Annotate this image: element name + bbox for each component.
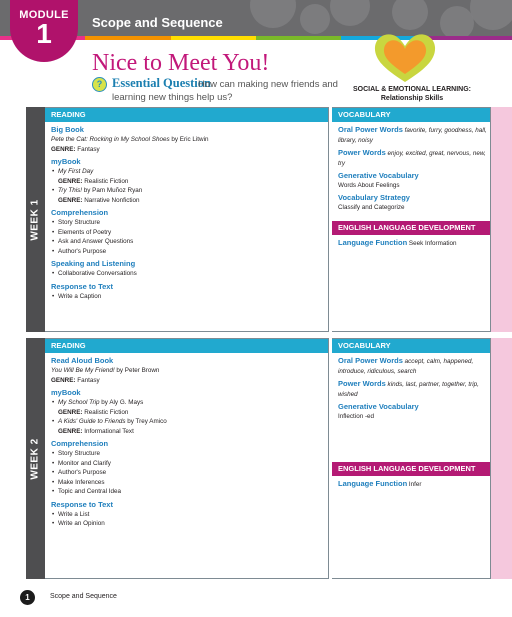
mybook-item-title: My School Trip bbox=[58, 399, 100, 406]
pink-column bbox=[491, 338, 512, 579]
reading-column bbox=[45, 338, 329, 579]
big-book-entry bbox=[51, 135, 328, 145]
genre-value: Fantasy bbox=[77, 376, 100, 384]
read-aloud-entry bbox=[51, 366, 328, 376]
week-tab bbox=[26, 107, 45, 332]
genre-value: Fantasy bbox=[77, 145, 100, 153]
genre-key: GENRE: bbox=[58, 427, 83, 435]
mybook-item bbox=[51, 398, 328, 408]
decorative-bubble bbox=[440, 6, 474, 36]
mybook-title: myBook bbox=[51, 157, 81, 166]
language-function bbox=[332, 476, 490, 488]
generative-vocabulary bbox=[338, 171, 490, 190]
vocab-key: Language Function bbox=[338, 238, 408, 247]
sel-title bbox=[348, 85, 476, 103]
genre-value: Narrative Nonfiction bbox=[84, 196, 140, 204]
list-item: • Write a Caption bbox=[51, 292, 328, 302]
list-item: • Write a List bbox=[51, 510, 328, 520]
page-title: Nice to Meet You! bbox=[92, 50, 270, 76]
oral-power-words bbox=[338, 125, 490, 145]
genre-key: GENRE: bbox=[58, 177, 83, 185]
big-book-title: Big Book bbox=[51, 125, 84, 134]
comprehension-title: Comprehension bbox=[51, 439, 109, 448]
hearts-icon bbox=[372, 28, 438, 84]
big-book-author: by Eric Litwin bbox=[171, 136, 209, 143]
mybook-genre bbox=[51, 177, 328, 187]
essential-question-label: Essential Question bbox=[112, 76, 211, 90]
vocab-key: Generative Vocabulary bbox=[338, 402, 419, 411]
speaking-listening-title: Speaking and Listening bbox=[51, 259, 136, 268]
mybook-item-title: Try This! bbox=[58, 187, 83, 194]
eld-block bbox=[332, 462, 490, 488]
read-aloud-genre bbox=[51, 376, 328, 386]
vocab-key: Language Function bbox=[338, 479, 408, 488]
mybook-item: • My First Day bbox=[51, 167, 328, 177]
list-item: • Topic and Central Idea bbox=[51, 487, 328, 497]
read-aloud-book-title: Read Aloud Book bbox=[51, 356, 114, 365]
sel-title-line2: Relationship Skills bbox=[380, 95, 444, 102]
vocab-value: Inflection -ed bbox=[338, 412, 375, 420]
read-aloud-author: by Peter Brown bbox=[116, 367, 160, 374]
vocab-key: Vocabulary Strategy bbox=[338, 193, 410, 202]
vocabulary-column bbox=[332, 338, 491, 579]
page-number: 1 bbox=[20, 590, 35, 605]
vocab-words: favorite, furry, goodness, hall, library, noisy bbox=[338, 127, 487, 144]
mybook-genre bbox=[51, 427, 328, 437]
vocab-words: accept, calm, happened, introduce, ridiculous, search bbox=[338, 358, 474, 375]
genre-key: GENRE: bbox=[51, 376, 76, 384]
reading-column bbox=[45, 107, 329, 332]
mybook-title: myBook bbox=[51, 388, 81, 397]
decorative-bubble bbox=[330, 0, 370, 26]
big-book-text: Pete the Cat: Rocking in My School Shoes bbox=[51, 136, 170, 143]
week-1-block bbox=[26, 107, 512, 332]
list-item: • Story Structure bbox=[51, 218, 328, 228]
list-item: • Write an Opinion bbox=[51, 519, 328, 529]
sel-title-line1: SOCIAL & EMOTIONAL LEARNING: bbox=[353, 86, 471, 93]
module-label: MODULE bbox=[19, 9, 69, 21]
vocab-value: Words About Feelings bbox=[338, 181, 400, 189]
eld-header: ENGLISH LANGUAGE DEVELOPMENT bbox=[332, 462, 490, 476]
header-title: Scope and Sequence bbox=[92, 15, 223, 30]
list-item: • Monitor and Clarify bbox=[51, 459, 328, 469]
week-tab bbox=[26, 338, 45, 579]
response-to-text-title: Response to Text bbox=[51, 281, 113, 291]
essential-question-text: How can making new friends and learning new things help us? bbox=[112, 79, 338, 103]
power-words bbox=[338, 379, 490, 399]
module-number: 1 bbox=[36, 18, 52, 49]
week-label: WEEK 2 bbox=[29, 437, 41, 480]
footer-title: Scope and Sequence bbox=[50, 593, 117, 600]
genre-value: Realistic Fiction bbox=[84, 408, 129, 416]
reading-header: READING bbox=[45, 339, 328, 353]
list-item: • Author's Purpose bbox=[51, 468, 328, 478]
decorative-bubble bbox=[300, 4, 330, 34]
comprehension-title: Comprehension bbox=[51, 208, 109, 217]
vocabulary-header: VOCABULARY bbox=[332, 339, 490, 353]
decorative-bubble bbox=[250, 0, 296, 28]
decorative-bubble bbox=[470, 0, 512, 30]
vocab-key: Oral Power Words bbox=[338, 356, 403, 365]
big-book-genre bbox=[51, 145, 328, 155]
language-function bbox=[332, 235, 490, 247]
pink-column bbox=[491, 107, 512, 332]
vocabulary-column bbox=[332, 107, 491, 332]
vocab-key: Power Words bbox=[338, 148, 386, 157]
list-item: • Make Inferences bbox=[51, 478, 328, 488]
eld-block bbox=[332, 221, 490, 247]
response-to-text-title: Response to Text bbox=[51, 499, 113, 509]
mybook-item-author: by Pam Muñoz Ryan bbox=[83, 187, 143, 194]
mybook-item-title: A Kids' Guide to Friends bbox=[58, 418, 126, 425]
genre-key: GENRE: bbox=[58, 196, 83, 204]
list-item: • Author's Purpose bbox=[51, 247, 328, 257]
decorative-bubble bbox=[392, 0, 428, 30]
eld-header: ENGLISH LANGUAGE DEVELOPMENT bbox=[332, 221, 490, 235]
question-icon: ? bbox=[92, 77, 107, 92]
oral-power-words bbox=[338, 356, 490, 376]
list-item: • Story Structure bbox=[51, 449, 328, 459]
list-item: • Collaborative Conversations bbox=[51, 269, 328, 279]
vocab-words: kinds, last, partner, together, trip, wished bbox=[338, 381, 479, 398]
vocab-key: Power Words bbox=[338, 379, 386, 388]
genre-key: GENRE: bbox=[51, 145, 76, 153]
mybook-item bbox=[51, 186, 328, 196]
genre-value: Realistic Fiction bbox=[84, 177, 129, 185]
power-words bbox=[338, 148, 490, 168]
mybook-genre bbox=[51, 196, 328, 206]
mybook-item bbox=[51, 417, 328, 427]
vocab-value: Seek Information bbox=[408, 240, 457, 247]
mybook-item-author: by Aly G. Mays bbox=[101, 399, 144, 406]
generative-vocabulary bbox=[338, 402, 490, 421]
vocab-value: Classify and Categorize bbox=[338, 203, 405, 211]
read-aloud-text: You Will Be My Friend! bbox=[51, 367, 115, 374]
list-item: • Ask and Answer Questions bbox=[51, 237, 328, 247]
mybook-item-author: by Trey Amico bbox=[127, 418, 167, 425]
reading-header: READING bbox=[45, 108, 328, 122]
vocab-value: Infer bbox=[408, 481, 422, 488]
vocabulary-header: VOCABULARY bbox=[332, 108, 490, 122]
week-2-block bbox=[26, 338, 512, 579]
genre-key: GENRE: bbox=[58, 408, 83, 416]
module-badge bbox=[10, 0, 78, 62]
vocabulary-strategy bbox=[338, 193, 490, 212]
vocab-key: Oral Power Words bbox=[338, 125, 403, 134]
genre-value: Informational Text bbox=[84, 427, 134, 435]
week-label: WEEK 1 bbox=[29, 198, 41, 241]
mybook-genre bbox=[51, 408, 328, 418]
list-item: • Elements of Poetry bbox=[51, 228, 328, 238]
vocab-key: Generative Vocabulary bbox=[338, 171, 419, 180]
vocab-words: enjoy, excited, great, nervous, new, try bbox=[338, 150, 486, 167]
